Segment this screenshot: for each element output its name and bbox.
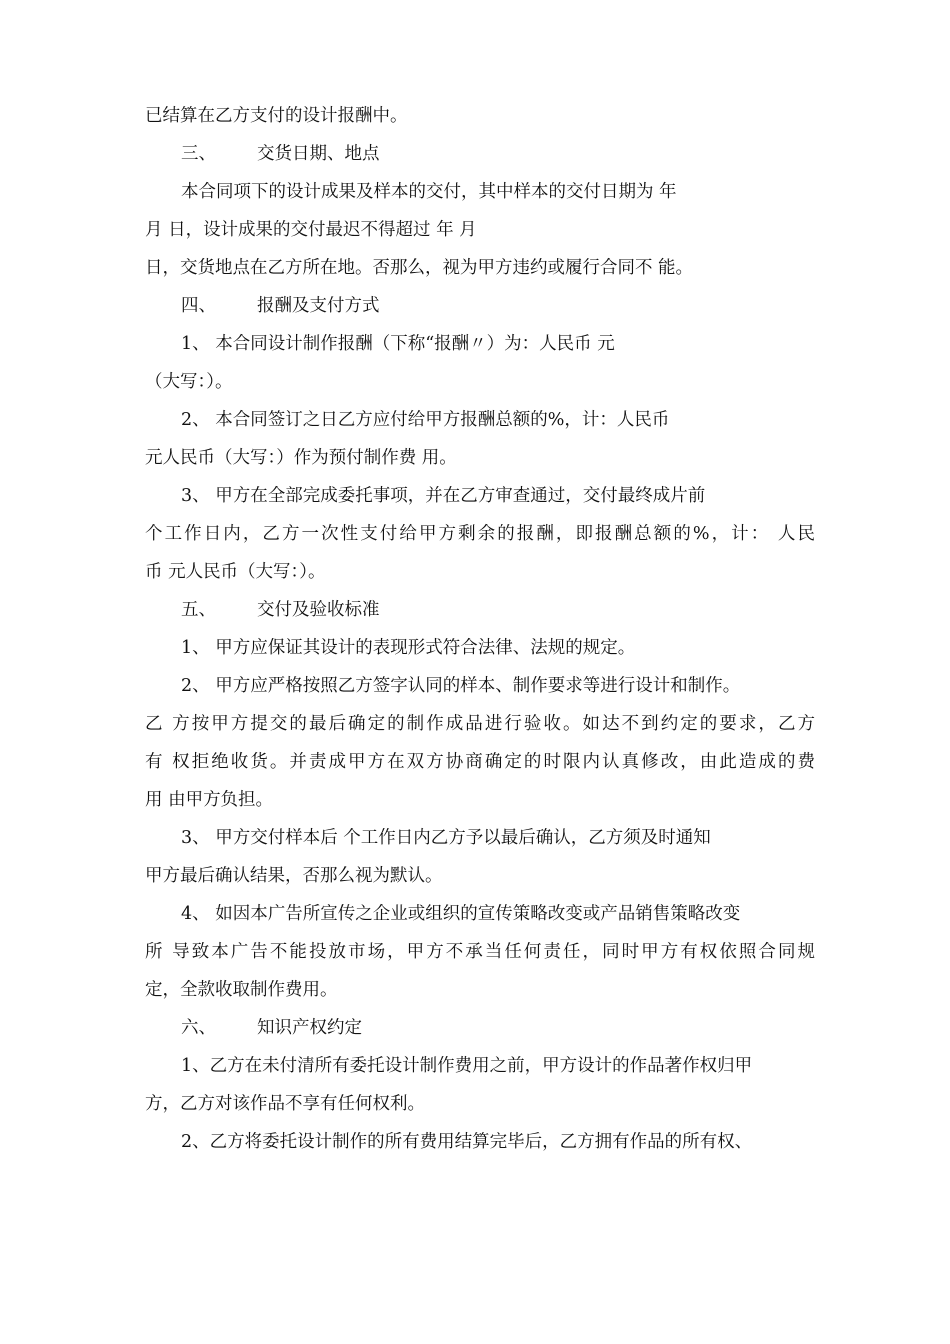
section-number: 五、 (181, 600, 216, 620)
section-title: 报酬及支付方式 (257, 296, 380, 316)
body-line: 个工作日内，乙方一次性支付给甲方剩余的报酬，即报酬总额的%，计： 人民 (145, 524, 815, 544)
body-line: 1、 甲方应保证其设计的表现形式符合法律、法规的规定。 (181, 638, 636, 658)
section-heading-6 (181, 1009, 815, 1047)
body-line: 有 权拒绝收货。并责成甲方在双方协商确定的时限内认真修改，由此造成的费 (145, 752, 815, 772)
body-line: 所 导致本广告不能投放市场，甲方不承当任何责任，同时甲方有权依照合同规 (145, 942, 815, 962)
body-line: 币 元人民币（大写：）。 (145, 562, 326, 582)
body-line: 2、乙方将委托设计制作的所有费用结算完毕后，乙方拥有作品的所有权、 (181, 1132, 753, 1152)
section-heading-4 (181, 287, 815, 325)
body-line: 4、 如因本广告所宣传之企业或组织的宣传策略改变或产品销售策略改变 (181, 904, 741, 924)
body-line: 2、 本合同签订之日乙方应付给甲方报酬总额的%，计：人民币 (181, 410, 670, 430)
body-line: 已结算在乙方支付的设计报酬中。 (145, 106, 408, 126)
body-line: 本合同项下的设计成果及样本的交付，其中样本的交付日期为 年 (181, 182, 677, 202)
section-title: 知识产权约定 (257, 1018, 362, 1038)
body-line: 甲方最后确认结果，否那么视为默认。 (145, 866, 443, 886)
section-heading-5 (181, 591, 815, 629)
section-title: 交货日期、地点 (257, 144, 380, 164)
section-number: 六、 (181, 1018, 216, 1038)
body-line: 元人民币（大写：）作为预付制作费 用。 (145, 448, 457, 468)
body-line: 日，交货地点在乙方所在地。否那么，视为甲方违约或履行合同不 能。 (145, 258, 694, 278)
body-line: 方，乙方对该作品不享有任何权利。 (145, 1094, 425, 1114)
body-line: （大写：）。 (145, 372, 233, 392)
body-line: 1、 本合同设计制作报酬（下称“报酬〃）为：人民币 元 (181, 334, 615, 354)
body-line: 月 日，设计成果的交付最迟不得超过 年 月 (145, 220, 477, 240)
body-line: 定，全款收取制作费用。 (145, 980, 338, 1000)
body-line: 2、 甲方应严格按照乙方签字认同的样本、制作要求等进行设计和制作。 (181, 676, 741, 696)
body-line: 3、 甲方交付样本后 个工作日内乙方予以最后确认，乙方须及时通知 (181, 828, 711, 848)
section-number: 四、 (181, 296, 216, 316)
body-line: 3、 甲方在全部完成委托事项，并在乙方审查通过，交付最终成片前 (181, 486, 706, 506)
section-heading-3 (181, 135, 815, 173)
body-line: 乙 方按甲方提交的最后确定的制作成品进行验收。如达不到约定的要求，乙方 (145, 714, 815, 734)
section-title: 交付及验收标准 (257, 600, 380, 620)
body-line: 用 由甲方负担。 (145, 790, 274, 810)
section-number: 三、 (181, 144, 216, 164)
body-line: 1、乙方在未付清所有委托设计制作费用之前，甲方设计的作品著作权归甲 (181, 1056, 753, 1076)
